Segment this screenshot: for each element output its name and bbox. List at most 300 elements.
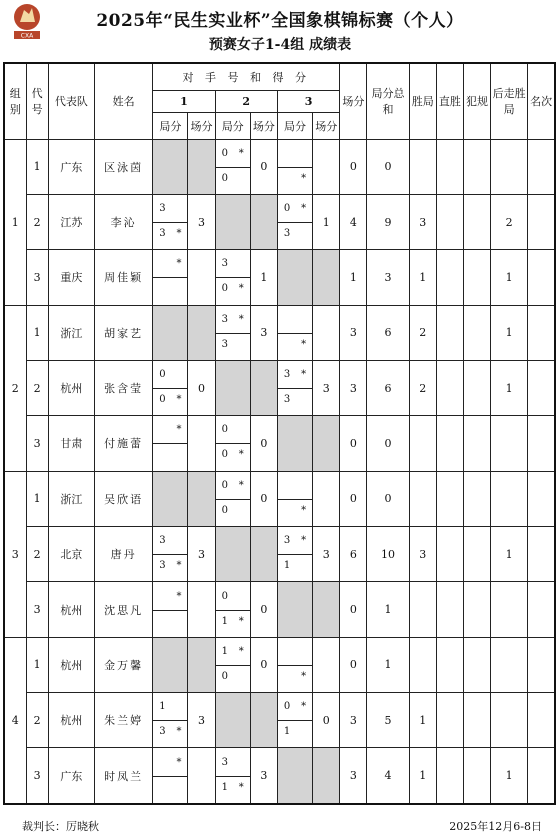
game-score-white: 3: [159, 535, 166, 547]
player-code: 3: [26, 748, 48, 804]
opponent-match-score: [313, 305, 340, 360]
game-score-white: 0: [221, 424, 228, 436]
score-divider: [153, 222, 187, 223]
star-mark: *: [238, 449, 244, 461]
game-score-white: 3: [283, 369, 291, 381]
col-game-total-header: 局分总和: [367, 63, 409, 139]
col-foul-header: 犯规: [463, 63, 490, 139]
star-mark: *: [238, 781, 244, 793]
opponent-match-score: [313, 637, 340, 692]
opponent-match-score: 0: [250, 139, 277, 194]
match-points: 0: [340, 471, 367, 526]
opponent-game-score: [215, 637, 250, 692]
score-divider: [216, 443, 250, 444]
game-score-black: 3: [221, 338, 228, 350]
game-score-black: 0: [221, 283, 228, 295]
game-score-black: 0: [221, 504, 228, 516]
direct-wins: [436, 748, 463, 804]
game-score-black: 3: [159, 726, 166, 738]
direct-wins: [436, 693, 463, 748]
fouls: [463, 305, 490, 360]
black-wins: 1: [491, 527, 528, 582]
game-total: 1: [367, 637, 409, 692]
rank: [528, 139, 555, 194]
self-cell-match: [250, 527, 277, 582]
table-row: [4, 416, 555, 471]
player-code: 1: [26, 471, 48, 526]
self-cell-match: [188, 139, 215, 194]
player-code: 1: [26, 637, 48, 692]
self-cell-match: [188, 471, 215, 526]
table-row: [4, 527, 555, 582]
player-code: 2: [26, 360, 48, 415]
game-total: 6: [367, 305, 409, 360]
opponent-match-score: 3: [188, 693, 215, 748]
opponent-game-score: [215, 250, 250, 305]
fouls: [463, 527, 490, 582]
direct-wins: [436, 582, 463, 637]
score-divider: [278, 499, 312, 500]
group-number: 1: [4, 139, 26, 305]
match-points: 1: [340, 250, 367, 305]
self-cell-game: [153, 305, 188, 360]
match-points: 3: [340, 693, 367, 748]
col-direct-header: 直胜: [436, 63, 463, 139]
black-wins: 1: [491, 748, 528, 804]
self-cell-game: [215, 693, 250, 748]
game-score-white: 3: [221, 258, 228, 270]
star-mark: *: [238, 645, 244, 657]
match-points: 6: [340, 527, 367, 582]
game-score-white: 3: [283, 535, 291, 547]
results-body: [4, 139, 555, 804]
match-points: 3: [340, 305, 367, 360]
col-group-header: 组别: [4, 63, 26, 139]
opponent-match-score: 3: [313, 527, 340, 582]
game-score-black: 1: [283, 726, 291, 738]
date-label: 2025年12月6-8日: [449, 820, 542, 833]
match-points: 0: [340, 637, 367, 692]
self-cell-game: [215, 527, 250, 582]
player-team: 杭州: [48, 360, 94, 415]
opponent-game-score: [153, 748, 188, 804]
star-mark: *: [176, 424, 182, 436]
player-code: 3: [26, 416, 48, 471]
opponent-match-score: 0: [250, 471, 277, 526]
sub-match-header: 场分: [188, 112, 215, 139]
fouls: [463, 194, 490, 249]
opponent-match-score: 0: [250, 416, 277, 471]
rank: [528, 360, 555, 415]
game-score-black: 1: [221, 615, 228, 627]
wins: 3: [409, 527, 436, 582]
match-points: 3: [340, 748, 367, 804]
rank: [528, 748, 555, 804]
score-divider: [153, 443, 187, 444]
star-mark: *: [301, 369, 307, 381]
table-row: [4, 360, 555, 415]
col-black-wins-header: 后走胜局: [491, 63, 528, 139]
wins: [409, 582, 436, 637]
col-opponent-header: 对 手 号 和 得 分: [153, 63, 340, 90]
match-points: 0: [340, 139, 367, 194]
game-score-white: 3: [221, 313, 228, 325]
player-name: 沈思凡: [94, 582, 152, 637]
score-divider: [216, 776, 250, 777]
game-score-white: 0: [283, 203, 291, 215]
opponent-game-score: [277, 527, 312, 582]
direct-wins: [436, 139, 463, 194]
wins: 1: [409, 250, 436, 305]
opponent-2-header: 2: [215, 90, 277, 112]
player-code: 2: [26, 693, 48, 748]
game-total: 9: [367, 194, 409, 249]
star-mark: *: [301, 203, 307, 215]
star-mark: *: [238, 283, 244, 295]
self-cell-game: [277, 748, 312, 804]
direct-wins: [436, 360, 463, 415]
direct-wins: [436, 305, 463, 360]
rank: [528, 693, 555, 748]
wins: 2: [409, 305, 436, 360]
table-row: [4, 693, 555, 748]
logo-text: CXA: [20, 32, 34, 40]
self-cell-match: [250, 194, 277, 249]
game-score-black: 3: [283, 228, 291, 240]
player-name: 区泳茵: [94, 139, 152, 194]
wins: 3: [409, 194, 436, 249]
player-name: 时凤兰: [94, 748, 152, 804]
game-score-black: 0: [159, 394, 166, 406]
player-team: 杭州: [48, 582, 94, 637]
score-divider: [216, 610, 250, 611]
player-name: 周佳颖: [94, 250, 152, 305]
rank: [528, 471, 555, 526]
opponent-match-score: [188, 416, 215, 471]
group-number: 3: [4, 471, 26, 637]
fouls: [463, 416, 490, 471]
opponent-match-score: 3: [250, 748, 277, 804]
game-score-white: 3: [221, 756, 228, 768]
col-team-header: 代表队: [48, 63, 94, 139]
black-wins: [491, 139, 528, 194]
score-divider: [216, 333, 250, 334]
star-mark: *: [238, 479, 244, 491]
opponent-game-score: [215, 748, 250, 804]
game-score-black: 3: [159, 228, 166, 240]
self-cell-match: [313, 582, 340, 637]
star-mark: *: [176, 756, 182, 768]
page-title: 2025年“民生实业杯”全国象棋锦标赛（个人）: [96, 11, 464, 31]
fouls: [463, 582, 490, 637]
opponent-game-score: [277, 637, 312, 692]
star-mark: *: [176, 560, 182, 572]
game-score-black: 0: [221, 172, 228, 184]
self-cell-match: [188, 305, 215, 360]
black-wins: 1: [491, 305, 528, 360]
score-divider: [153, 388, 187, 389]
game-total: 10: [367, 527, 409, 582]
group-number: 4: [4, 637, 26, 804]
opponent-match-score: 0: [188, 360, 215, 415]
opponent-game-score: [277, 471, 312, 526]
direct-wins: [436, 416, 463, 471]
fouls: [463, 637, 490, 692]
opponent-match-score: 1: [250, 250, 277, 305]
opponent-game-score: [153, 416, 188, 471]
game-score-black: 1: [283, 560, 291, 572]
col-wins-header: 胜局: [409, 63, 436, 139]
game-score-white: 0: [221, 479, 228, 491]
rank: [528, 305, 555, 360]
wins: [409, 416, 436, 471]
game-score-white: 1: [221, 645, 228, 657]
opponent-1-header: 1: [153, 90, 215, 112]
score-divider: [216, 167, 250, 168]
rank: [528, 637, 555, 692]
referee-label: 裁判长：厉晓秋: [22, 820, 99, 833]
fouls: [463, 250, 490, 305]
col-code-header: 代号: [26, 63, 48, 139]
player-name: 张含莹: [94, 360, 152, 415]
self-cell-match: [313, 748, 340, 804]
player-team: 江苏: [48, 194, 94, 249]
opponent-game-score: [153, 360, 188, 415]
black-wins: 1: [491, 360, 528, 415]
player-name: 付施蕾: [94, 416, 152, 471]
star-mark: *: [176, 394, 182, 406]
game-total: 5: [367, 693, 409, 748]
player-code: 1: [26, 305, 48, 360]
player-team: 重庆: [48, 250, 94, 305]
opponent-game-score: [215, 305, 250, 360]
black-wins: 1: [491, 250, 528, 305]
rank: [528, 194, 555, 249]
fouls: [463, 360, 490, 415]
game-score-white: 1: [159, 701, 166, 713]
game-total: 4: [367, 748, 409, 804]
table-row: [4, 471, 555, 526]
game-score-black: 3: [283, 394, 291, 406]
opponent-match-score: 0: [250, 582, 277, 637]
score-divider: [216, 499, 250, 500]
star-mark: *: [176, 590, 182, 602]
direct-wins: [436, 471, 463, 526]
self-cell-game: [153, 637, 188, 692]
score-divider: [153, 277, 187, 278]
black-wins: [491, 416, 528, 471]
opponent-game-score: [215, 471, 250, 526]
game-total: 0: [367, 416, 409, 471]
sub-match-header: 场分: [250, 112, 277, 139]
rank: [528, 250, 555, 305]
game-total: 0: [367, 139, 409, 194]
opponent-match-score: 3: [313, 360, 340, 415]
score-divider: [278, 665, 312, 666]
opponent-game-score: [215, 416, 250, 471]
game-score-white: 0: [221, 147, 228, 159]
player-name: 胡家艺: [94, 305, 152, 360]
game-score-white: 0: [283, 701, 291, 713]
wins: 1: [409, 693, 436, 748]
score-divider: [278, 554, 312, 555]
self-cell-match: [313, 416, 340, 471]
player-team: 广东: [48, 748, 94, 804]
player-team: 杭州: [48, 637, 94, 692]
star-mark: *: [176, 726, 182, 738]
self-cell-game: [215, 194, 250, 249]
opponent-match-score: 3: [188, 194, 215, 249]
score-divider: [216, 665, 250, 666]
player-team: 浙江: [48, 471, 94, 526]
opponent-game-score: [215, 139, 250, 194]
star-mark: *: [301, 338, 307, 350]
wins: [409, 637, 436, 692]
opponent-match-score: 0: [313, 693, 340, 748]
self-cell-game: [153, 471, 188, 526]
game-score-white: 0: [159, 369, 166, 381]
opponent-game-score: [277, 305, 312, 360]
self-cell-game: [153, 139, 188, 194]
self-cell-match: [188, 637, 215, 692]
player-team: 广东: [48, 139, 94, 194]
col-match-points-header: 场分: [340, 63, 367, 139]
opponent-game-score: [153, 250, 188, 305]
player-code: 1: [26, 139, 48, 194]
match-points: 4: [340, 194, 367, 249]
star-mark: *: [176, 258, 182, 270]
table-row: [4, 637, 555, 692]
player-code: 3: [26, 582, 48, 637]
wins: [409, 471, 436, 526]
player-name: 朱兰婷: [94, 693, 152, 748]
player-code: 2: [26, 194, 48, 249]
match-points: 0: [340, 416, 367, 471]
self-cell-game: [277, 250, 312, 305]
score-divider: [153, 776, 187, 777]
results-table: [3, 62, 556, 805]
player-name: 李沁: [94, 194, 152, 249]
page-subtitle: 预赛女子1-4组 成绩表: [208, 37, 352, 53]
table-row: [4, 250, 555, 305]
col-rank-header: 名次: [528, 63, 555, 139]
table-row: [4, 748, 555, 804]
opponent-match-score: 3: [188, 527, 215, 582]
player-code: 3: [26, 250, 48, 305]
opponent-match-score: [188, 250, 215, 305]
opponent-game-score: [153, 527, 188, 582]
black-wins: [491, 693, 528, 748]
opponent-match-score: 3: [250, 305, 277, 360]
direct-wins: [436, 250, 463, 305]
black-wins: [491, 582, 528, 637]
star-mark: *: [301, 535, 307, 547]
opponent-match-score: [188, 582, 215, 637]
score-divider: [153, 720, 187, 721]
player-team: 浙江: [48, 305, 94, 360]
table-row: [4, 194, 555, 249]
opponent-3-header: 3: [277, 90, 339, 112]
star-mark: *: [238, 147, 244, 159]
opponent-match-score: 1: [313, 194, 340, 249]
score-divider: [278, 388, 312, 389]
table-row: [4, 305, 555, 360]
black-wins: [491, 471, 528, 526]
sub-match-header: 场分: [313, 112, 340, 139]
score-divider: [153, 554, 187, 555]
player-name: 吴欣语: [94, 471, 152, 526]
self-cell-game: [277, 416, 312, 471]
self-cell-game: [277, 582, 312, 637]
rank: [528, 527, 555, 582]
self-cell-match: [313, 250, 340, 305]
black-wins: [491, 637, 528, 692]
direct-wins: [436, 637, 463, 692]
self-cell-match: [250, 360, 277, 415]
player-name: 唐丹: [94, 527, 152, 582]
player-team: 杭州: [48, 693, 94, 748]
fouls: [463, 471, 490, 526]
star-mark: *: [301, 670, 307, 682]
opponent-match-score: 0: [250, 637, 277, 692]
sub-game-header: 局分: [277, 112, 312, 139]
opponent-game-score: [153, 582, 188, 637]
game-total: 3: [367, 250, 409, 305]
opponent-match-score: [313, 139, 340, 194]
table-row: [4, 139, 555, 194]
score-divider: [216, 277, 250, 278]
score-divider: [278, 333, 312, 334]
opponent-match-score: [188, 748, 215, 804]
rank: [528, 582, 555, 637]
col-name-header: 姓名: [94, 63, 152, 139]
star-mark: *: [238, 615, 244, 627]
score-divider: [278, 222, 312, 223]
star-mark: *: [176, 228, 182, 240]
opponent-game-score: [153, 693, 188, 748]
star-mark: *: [301, 701, 307, 713]
rank: [528, 416, 555, 471]
player-team: 北京: [48, 527, 94, 582]
fouls: [463, 748, 490, 804]
game-score-white: 3: [159, 203, 166, 215]
sub-game-header: 局分: [153, 112, 188, 139]
star-mark: *: [301, 504, 307, 516]
game-total: 0: [367, 471, 409, 526]
star-mark: *: [301, 172, 307, 184]
game-score-black: 3: [159, 560, 166, 572]
opponent-game-score: [277, 693, 312, 748]
game-total: 1: [367, 582, 409, 637]
match-points: 3: [340, 360, 367, 415]
opponent-match-score: [313, 471, 340, 526]
opponent-game-score: [277, 360, 312, 415]
game-total: 6: [367, 360, 409, 415]
score-divider: [278, 167, 312, 168]
game-score-black: 0: [221, 449, 228, 461]
wins: [409, 139, 436, 194]
player-name: 金万馨: [94, 637, 152, 692]
fouls: [463, 139, 490, 194]
player-code: 2: [26, 527, 48, 582]
sub-game-header: 局分: [215, 112, 250, 139]
opponent-game-score: [277, 194, 312, 249]
direct-wins: [436, 194, 463, 249]
opponent-game-score: [277, 139, 312, 194]
game-score-white: 0: [221, 590, 228, 602]
player-team: 甘肃: [48, 416, 94, 471]
fouls: [463, 693, 490, 748]
